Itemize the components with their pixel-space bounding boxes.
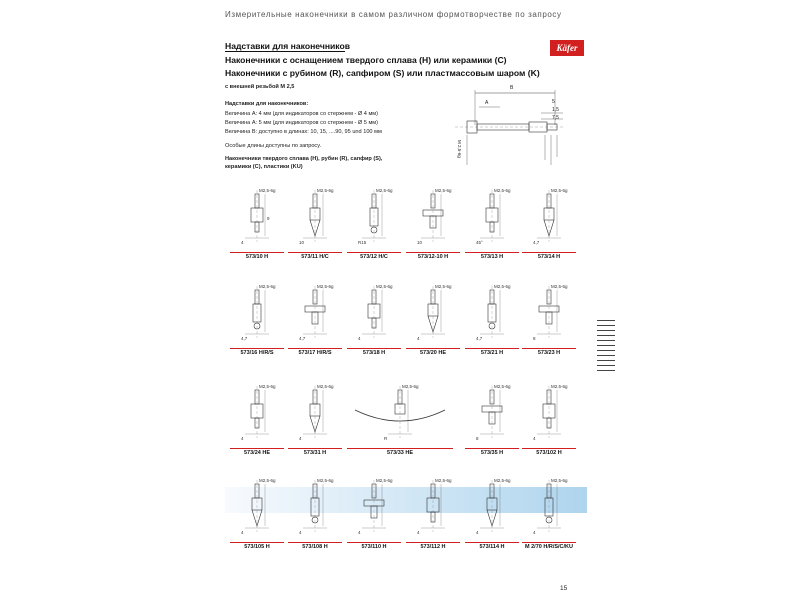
part-drawing-6	[228, 284, 286, 348]
scale-tick	[597, 350, 615, 351]
part-drawing-16	[520, 384, 578, 448]
part-label-rule	[230, 252, 284, 253]
part-label-rule	[288, 348, 342, 349]
materials-heading-2: керамики (C), пластики (KU)	[225, 164, 303, 170]
part-dimension: M2,5-6g	[259, 384, 276, 389]
part-drawing-21	[463, 478, 521, 542]
page-number: 15	[560, 585, 568, 592]
part-dimension: M2,5-6g	[551, 188, 568, 193]
part-label-rule	[465, 542, 519, 543]
part-label-rule	[522, 542, 576, 543]
part-label: 573/16 H/R/S	[240, 350, 274, 356]
part-label: 573/20 HE	[420, 350, 446, 356]
part-dimension: 4	[299, 530, 302, 535]
part-label: 573/23 H	[537, 350, 561, 356]
part-label-rule	[406, 252, 460, 253]
part-5	[520, 188, 578, 260]
part-label: 573/13 H	[480, 254, 504, 260]
part-10	[463, 284, 521, 356]
part-label: 573/33 HE	[387, 450, 413, 456]
part-dimension: 4,7	[241, 336, 248, 341]
part-21	[463, 478, 521, 550]
part-6	[228, 284, 286, 356]
title-line-3: Наконечники с рубином (R), сапфиром (S) или пластмассовым шаром (K)	[225, 68, 540, 78]
intro-line-1: Величина A: 4 мм (для индикаторов со стержнем - Ø 4 мм)	[225, 111, 379, 117]
part-label-rule	[288, 448, 342, 449]
part-label-rule	[230, 542, 284, 543]
part-drawing-1	[286, 188, 344, 252]
intro-heading: Надставки для наконечников:	[225, 101, 309, 107]
overview-label-a: A	[485, 100, 489, 106]
part-label-rule	[347, 348, 401, 349]
part-label: 573/110 H	[361, 544, 387, 550]
overview-label-d2: 1,5	[552, 107, 559, 113]
part-dimension: 10	[417, 240, 423, 245]
part-dimension: M2,5-6g	[259, 188, 276, 193]
part-dimension: 4,7	[299, 336, 306, 341]
title-line-2: Наконечники с оснащением твердого сплава (H) или керамики (C)	[225, 55, 507, 65]
part-drawing-18	[286, 478, 344, 542]
part-dimension: M2,5-6g	[494, 478, 511, 483]
part-dimension: M2,5-6g	[494, 384, 511, 389]
part-label-rule	[465, 348, 519, 349]
scale-tick	[597, 365, 615, 366]
part-dimension: M2,5-6g	[376, 188, 393, 193]
part-drawing-10	[463, 284, 521, 348]
part-11	[520, 284, 578, 356]
overview-label-thread: M 2,5-6g	[457, 140, 462, 158]
part-label: 573/10 H	[245, 254, 269, 260]
part-18	[286, 478, 344, 550]
part-dimension: 4	[417, 336, 420, 341]
part-label: 573/18 H	[362, 350, 386, 356]
part-dimension: 4	[358, 336, 361, 341]
intro-line-3: Величина B: доступно в длинах: 10, 15, ....90, 95 und 100 мм	[225, 129, 382, 135]
part-dimension: 8	[476, 436, 479, 441]
part-9	[404, 284, 462, 356]
part-16	[520, 384, 578, 456]
part-dimension: M2,5-6g	[435, 284, 452, 289]
part-dimension: M2,5-6g	[551, 478, 568, 483]
part-label-rule	[288, 252, 342, 253]
part-label: 573/12-10 H	[417, 254, 449, 260]
part-label-rule	[347, 542, 401, 543]
part-label: 573/11 H/C	[301, 254, 329, 260]
part-dimension: M2,5-6g	[317, 188, 334, 193]
part-drawing-19	[345, 478, 403, 542]
scale-tick	[597, 355, 615, 356]
part-drawing-12	[228, 384, 286, 448]
part-label-rule	[347, 252, 401, 253]
scale-tick	[597, 325, 615, 326]
part-8	[345, 284, 403, 356]
scale-tick	[597, 345, 615, 346]
part-drawing-22	[520, 478, 578, 542]
part-drawing-17	[228, 478, 286, 542]
part-dimension: M2,5-6g	[317, 384, 334, 389]
part-label: 573/24 HE	[244, 450, 270, 456]
part-drawing-14	[345, 384, 455, 448]
part-dimension: R15	[358, 240, 367, 245]
scale-tick	[597, 370, 615, 371]
part-17	[228, 478, 286, 550]
kafer-logo: Käfer	[550, 40, 584, 56]
overview-label-b: B	[510, 85, 514, 91]
part-dimension: M2,5-6g	[317, 478, 334, 483]
page-header-tagline: Измерительные наконечники в самом различном формотворчестве по запросу	[225, 10, 562, 19]
part-label: 573/114 H	[479, 544, 505, 550]
part-label: 573/31 H	[303, 450, 327, 456]
scale-tick	[597, 320, 615, 321]
part-7	[286, 284, 344, 356]
part-drawing-8	[345, 284, 403, 348]
extension-overview-drawing	[455, 85, 565, 175]
part-drawing-5	[520, 188, 578, 252]
part-drawing-13	[286, 384, 344, 448]
part-0	[228, 188, 286, 260]
part-label-rule	[465, 252, 519, 253]
part-label: 573/12 H/C	[360, 254, 388, 260]
overview-label-d1: 5	[552, 99, 555, 105]
part-label: 573/35 H	[480, 450, 504, 456]
part-dimension: 4	[241, 240, 244, 245]
part-label: 573/17 H/R/S	[298, 350, 332, 356]
part-22	[520, 478, 578, 550]
part-dimension: 4	[358, 530, 361, 535]
part-dimension: 4	[533, 436, 536, 441]
part-drawing-15	[463, 384, 521, 448]
part-dimension: M2,5-6g	[551, 384, 568, 389]
part-drawing-9	[404, 284, 462, 348]
part-label-rule	[465, 448, 519, 449]
part-dimension: R	[384, 436, 388, 441]
part-label-rule	[230, 448, 284, 449]
part-13	[286, 384, 344, 456]
part-dimension: M2,5-6g	[551, 284, 568, 289]
part-dimension: 45°	[476, 240, 483, 245]
part-dimension: M2,5-6g	[376, 284, 393, 289]
part-drawing-2	[345, 188, 403, 252]
part-label-rule	[522, 252, 576, 253]
part-dimension: 4	[299, 436, 302, 441]
part-dimension: M2,5-6g	[402, 384, 419, 389]
part-4	[463, 188, 521, 260]
scale-tick	[597, 340, 615, 341]
part-dimension: M2,5-6g	[259, 284, 276, 289]
part-label-rule	[406, 542, 460, 543]
part-label: 573/108 H	[302, 544, 328, 550]
part-drawing-11	[520, 284, 578, 348]
part-drawing-7	[286, 284, 344, 348]
part-dimension: M2,5-6g	[494, 284, 511, 289]
part-19	[345, 478, 403, 550]
overview-label-d3: 7,5	[552, 115, 559, 121]
part-dimension: M2,5-6g	[435, 188, 452, 193]
scale-tick	[597, 335, 615, 336]
part-dimension: 8	[533, 336, 536, 341]
part-dimension: M2,5-6g	[259, 478, 276, 483]
part-dimension: 9	[267, 216, 270, 221]
part-14	[345, 384, 455, 456]
part-label-rule	[406, 348, 460, 349]
part-dimension: 4	[476, 530, 479, 535]
part-12	[228, 384, 286, 456]
subtitle-thread: с внешней резьбой M 2,5	[225, 84, 295, 90]
title-underline	[225, 51, 345, 52]
part-label-rule	[230, 348, 284, 349]
part-dimension: 10	[299, 240, 305, 245]
part-label: M 2/70 H/R/S/C/KU	[525, 544, 573, 550]
part-dimension: M2,5-6g	[317, 284, 334, 289]
part-dimension: M2,5-6g	[435, 478, 452, 483]
part-drawing-4	[463, 188, 521, 252]
part-dimension: 4,7	[533, 240, 540, 245]
part-drawing-20	[404, 478, 462, 542]
part-dimension: M2,5-6g	[494, 188, 511, 193]
part-dimension: M2,5-6g	[376, 478, 393, 483]
part-label-rule	[288, 542, 342, 543]
materials-heading-1: Наконечники твердого сплава (H), рубин (R), сапфир (S),	[225, 156, 383, 162]
part-label: 573/112 H	[420, 544, 446, 550]
scale-tick	[597, 360, 615, 361]
part-drawing-3	[404, 188, 462, 252]
part-dimension: 4	[417, 530, 420, 535]
intro-line-2: Величина A: 5 мм (для индикаторов со стержнем - Ø 5 мм)	[225, 120, 379, 126]
part-dimension: 4	[241, 530, 244, 535]
part-label-rule	[347, 448, 453, 449]
part-2	[345, 188, 403, 260]
title-line-1: Надставки для наконечников	[225, 41, 351, 51]
scale-tick	[597, 330, 615, 331]
part-dimension: 4	[533, 530, 536, 535]
part-drawing-0	[228, 188, 286, 252]
part-20	[404, 478, 462, 550]
intro-note: Особые длины доступны по запросу.	[225, 143, 322, 149]
part-label: 573/14 H	[537, 254, 561, 260]
part-label: 573/105 H	[244, 544, 270, 550]
part-3	[404, 188, 462, 260]
part-dimension: 4,7	[476, 336, 483, 341]
part-dimension: 4	[241, 436, 244, 441]
part-15	[463, 384, 521, 456]
part-label-rule	[522, 348, 576, 349]
part-label: 573/102 H	[536, 450, 562, 456]
part-label-rule	[522, 448, 576, 449]
part-label: 573/21 H	[480, 350, 504, 356]
part-1	[286, 188, 344, 260]
